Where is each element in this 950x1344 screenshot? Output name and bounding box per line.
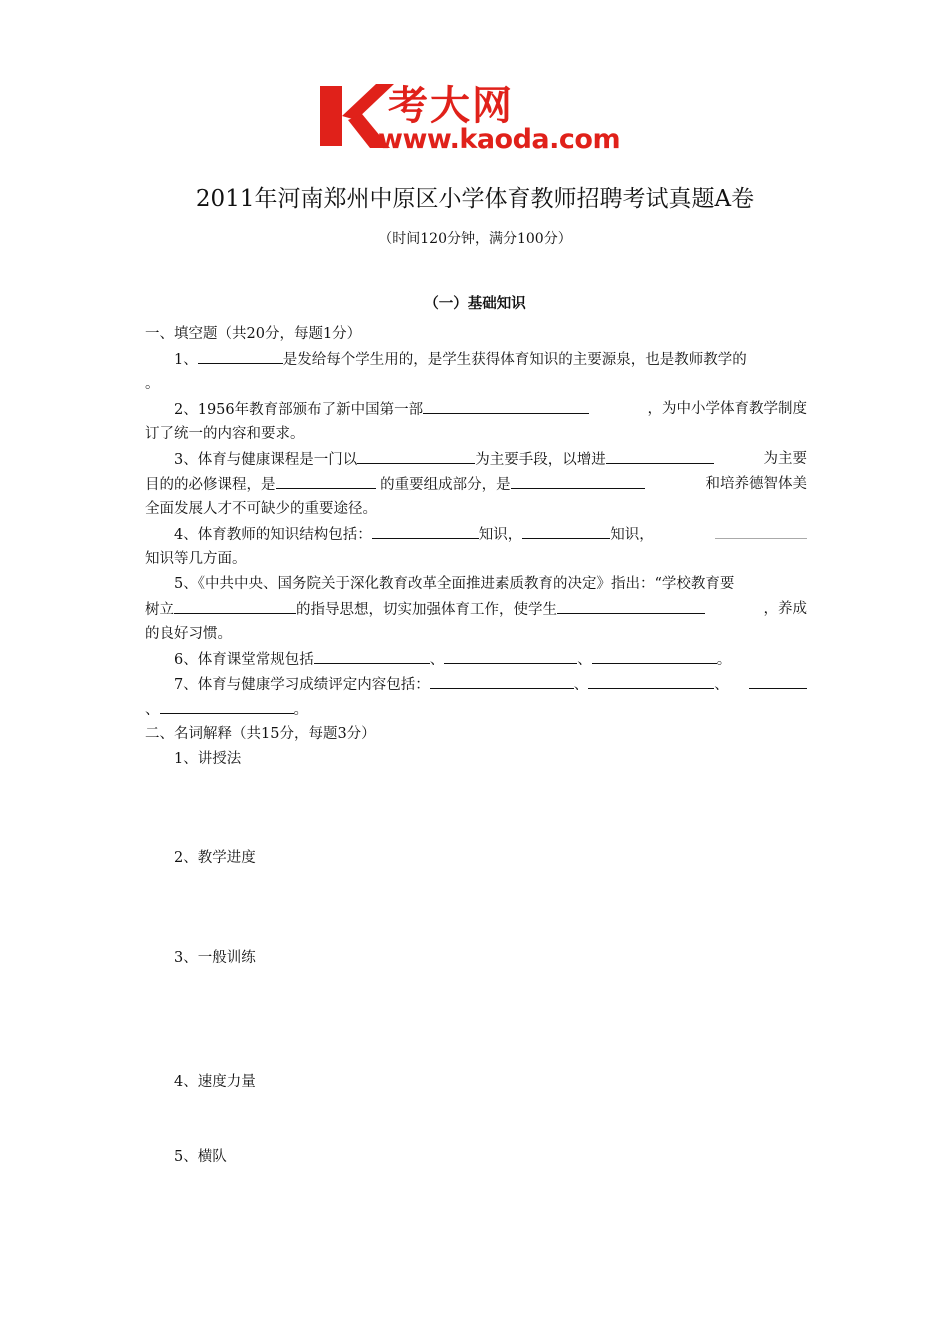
kaoda-logo <box>318 80 648 160</box>
answer-blank[interactable] <box>423 397 589 414</box>
answer-blank[interactable] <box>198 347 283 364</box>
answer-blank[interactable] <box>557 597 705 614</box>
question-4-line-1: 4、体育教师的知识结构包括： 知识， 知识， <box>174 522 807 548</box>
term-item: 1、讲授法 <box>174 751 242 767</box>
logo-brand-text: 考大网 <box>388 83 514 129</box>
section-heading: （一）基础知识 <box>424 296 526 312</box>
page-title: 2011年河南郑州中原区小学体育教师招聘考试真题A卷 <box>195 186 755 212</box>
answer-blank[interactable] <box>174 597 296 614</box>
question-1-line-2: 。 <box>145 376 160 392</box>
question-1-line-1: 1、 是发给每个学生用的，是学生获得体育知识的主要源泉，也是教师教学的 <box>174 347 807 373</box>
exam-subtitle: （时间120分钟，满分100分） <box>378 231 572 247</box>
question-4-line-2: 知识等几方面。 <box>145 551 247 567</box>
answer-blank[interactable] <box>314 647 430 664</box>
question-5-line-1: 5、《中共中央、国务院关于深化教育改革全面推进素质教育的决定》指出：“学校教育要 <box>174 576 735 592</box>
question-2-line-2: 订了统一的内容和要求。 <box>145 426 305 442</box>
answer-blank[interactable] <box>372 522 479 539</box>
part2-heading: 二、名词解释（共15分，每题3分） <box>145 726 376 742</box>
question-7-line-1: 7、体育与健康学习成绩评定内容包括： 、 、 <box>174 672 807 698</box>
question-3-line-3: 全面发展人才不可缺少的重要途径。 <box>145 501 377 517</box>
logo-url-text: www.kaoda.com <box>378 124 621 155</box>
question-5-line-3: 的良好习惯。 <box>145 626 232 642</box>
answer-blank[interactable] <box>715 522 807 539</box>
answer-blank[interactable] <box>592 647 717 664</box>
answer-blank[interactable] <box>606 447 714 464</box>
question-7-line-2: 、 。 <box>145 697 807 723</box>
answer-blank[interactable] <box>588 672 714 689</box>
term-item: 4、速度力量 <box>174 1074 256 1090</box>
question-2-line-1: 2、1956年教育部颁布了新中国第一部 ，为中小学体育教学制度 <box>174 397 807 423</box>
question-3-line-1: 3、体育与健康课程是一门以 为主要手段，以增进 为主要 <box>174 447 807 473</box>
answer-blank[interactable] <box>522 522 610 539</box>
question-6-line-1: 6、体育课堂常规包括 、 、 。 <box>174 647 807 673</box>
question-5-line-2: 树立 的指导思想，切实加强体育工作，使学生 ，养成 <box>145 597 807 623</box>
answer-blank[interactable] <box>511 472 645 489</box>
term-item: 3、一般训练 <box>174 950 256 966</box>
part1-heading: 一、填空题（共20分，每题1分） <box>145 326 362 342</box>
answer-blank[interactable] <box>444 647 577 664</box>
answer-blank[interactable] <box>749 672 807 689</box>
answer-blank[interactable] <box>160 697 294 714</box>
answer-blank[interactable] <box>276 472 376 489</box>
term-item: 5、横队 <box>174 1149 227 1165</box>
question-3-line-2: 目的的必修课程，是 的重要组成部分，是 和培养德智体美 <box>145 472 807 498</box>
answer-blank[interactable] <box>357 447 475 464</box>
answer-blank[interactable] <box>430 672 574 689</box>
term-item: 2、教学进度 <box>174 850 256 866</box>
